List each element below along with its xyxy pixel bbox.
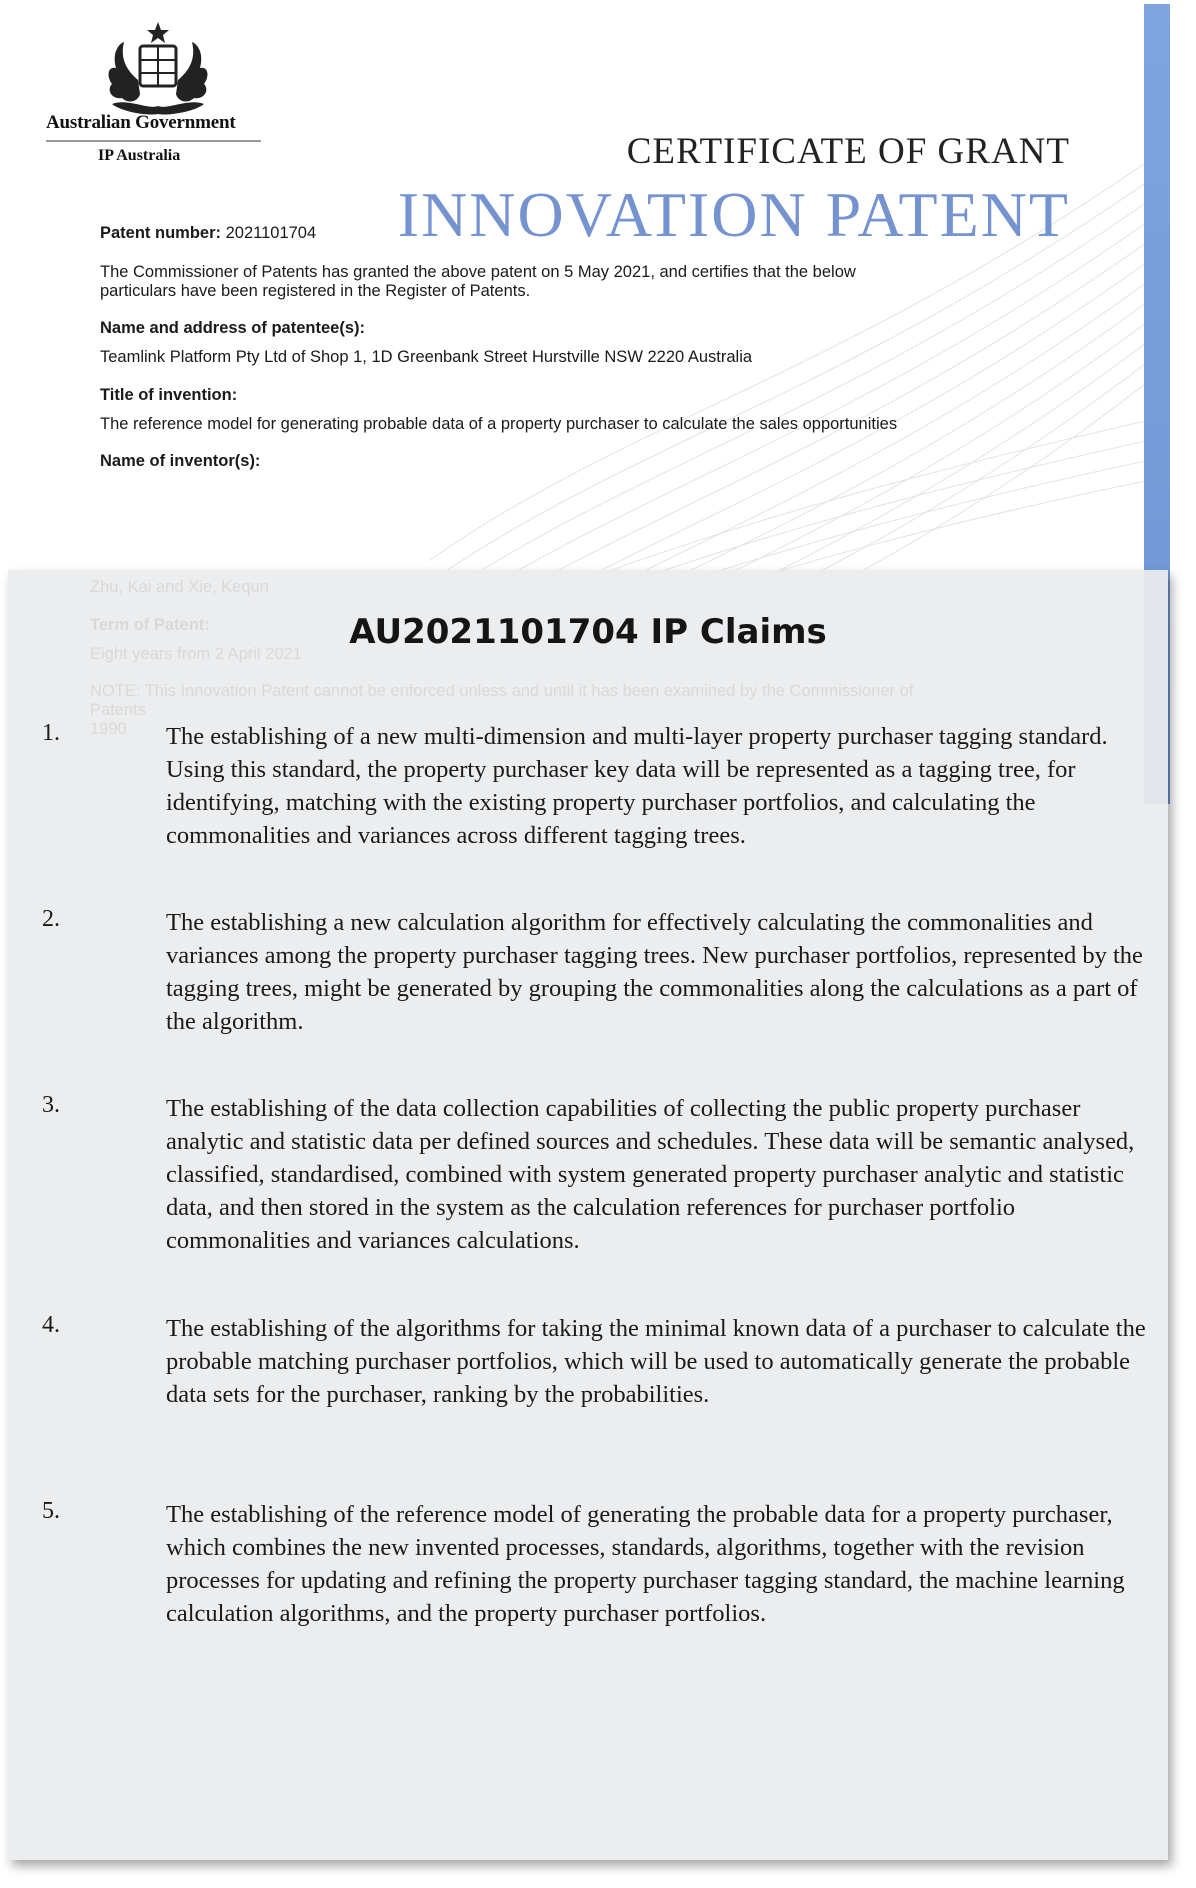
claim-number: 2. (42, 906, 60, 932)
claim-number: 3. (42, 1092, 60, 1118)
claims-panel (8, 570, 1168, 1860)
patent-type-heading: INNOVATION PATENT (397, 179, 1070, 250)
inventor-label: Name of inventor(s): (100, 452, 261, 470)
patent-number-row (100, 224, 316, 243)
government-name: Australian Government (46, 112, 236, 133)
inventors-value: Zhu, Kai and Xie, Kequn (90, 578, 269, 596)
claims-title: AU2021101704 IP Claims (349, 612, 827, 652)
claim-number: 4. (42, 1312, 60, 1338)
claim-number: 5. (42, 1498, 60, 1524)
header-divider (46, 140, 261, 142)
patentee-value: Teamlink Platform Pty Ltd of Shop 1, 1D Greenbank Street Hurstville NSW 2220 Australia (100, 348, 753, 366)
claim-text: The establishing of the reference model of generating the probable data for a property purchaser, which combines the new invented processes, standards, algorithms, together with the revision processes for updating and refining the property purchaser tagging standard, the machine learning calculation algorithms, and the property purchaser portfolios. (166, 1501, 1125, 1627)
claim-text: The establishing of the algorithms for taking the minimal known data of a purchaser to calculate the probable matching purchaser portfolios, which will be used to automatically generate the probable data sets for the purchaser, ranking by the probabilities. (166, 1315, 1146, 1408)
grant-statement-line-1: The Commissioner of Patents has granted the above patent on 5 May 2021, and certifies that the below (100, 263, 856, 281)
patentee-label: Name and address of patentee(s): (100, 319, 365, 337)
title-value: The reference model for generating probable data of a property purchaser to calculate the sales opportunities (100, 415, 898, 433)
note-line-1: NOTE: This Innovation Patent cannot be enforced unless and until it has been examined by the Commissioner of (90, 682, 914, 700)
claim-text: The establishing of a new multi-dimension and multi-layer property purchaser tagging standard. Using this standard, the property purchaser key data will be represented as a tagging tree, for identifying, matching with the existing property purchaser portfolios, and calculating the commonalities and variances across different tagging trees. (166, 723, 1108, 849)
grant-statement-line-2: particulars have been registered in the Register of Patents. (100, 282, 531, 300)
claim-number: 1. (42, 720, 60, 746)
note-line-2: Patents (90, 701, 146, 719)
title-label: Title of invention: (100, 386, 238, 404)
term-label: Term of Patent: (90, 616, 210, 634)
claim-text: The establishing a new calculation algorithm for effectively calculating the commonalities and variances among the property purchaser tagging trees. New purchaser portfolios, represented by the tagging trees, might be generated by grouping the commonalities along the calculations as a part of the algorithm. (166, 909, 1143, 1035)
coat-of-arms-logo (98, 20, 218, 118)
claim-text: The establishing of the data collection capabilities of collecting the public property purchaser analytic and statistic data per defined sources and schedules. These data will be semantic analysed, classified, standardised, combined with system generated property purchaser analytic and statistic data, and then stored in the system as the calculation references for purchaser portfolio commonalities and variances calculations. (166, 1095, 1135, 1254)
agency-name: IP Australia (98, 147, 181, 164)
certificate-heading: CERTIFICATE OF GRANT (626, 131, 1070, 172)
term-value: Eight years from 2 April 2021 (90, 645, 302, 663)
patent-number-label: Patent number: (100, 224, 222, 242)
patent-number-value: 2021101704 (225, 224, 317, 242)
note-line-3: 1990 (90, 720, 127, 738)
